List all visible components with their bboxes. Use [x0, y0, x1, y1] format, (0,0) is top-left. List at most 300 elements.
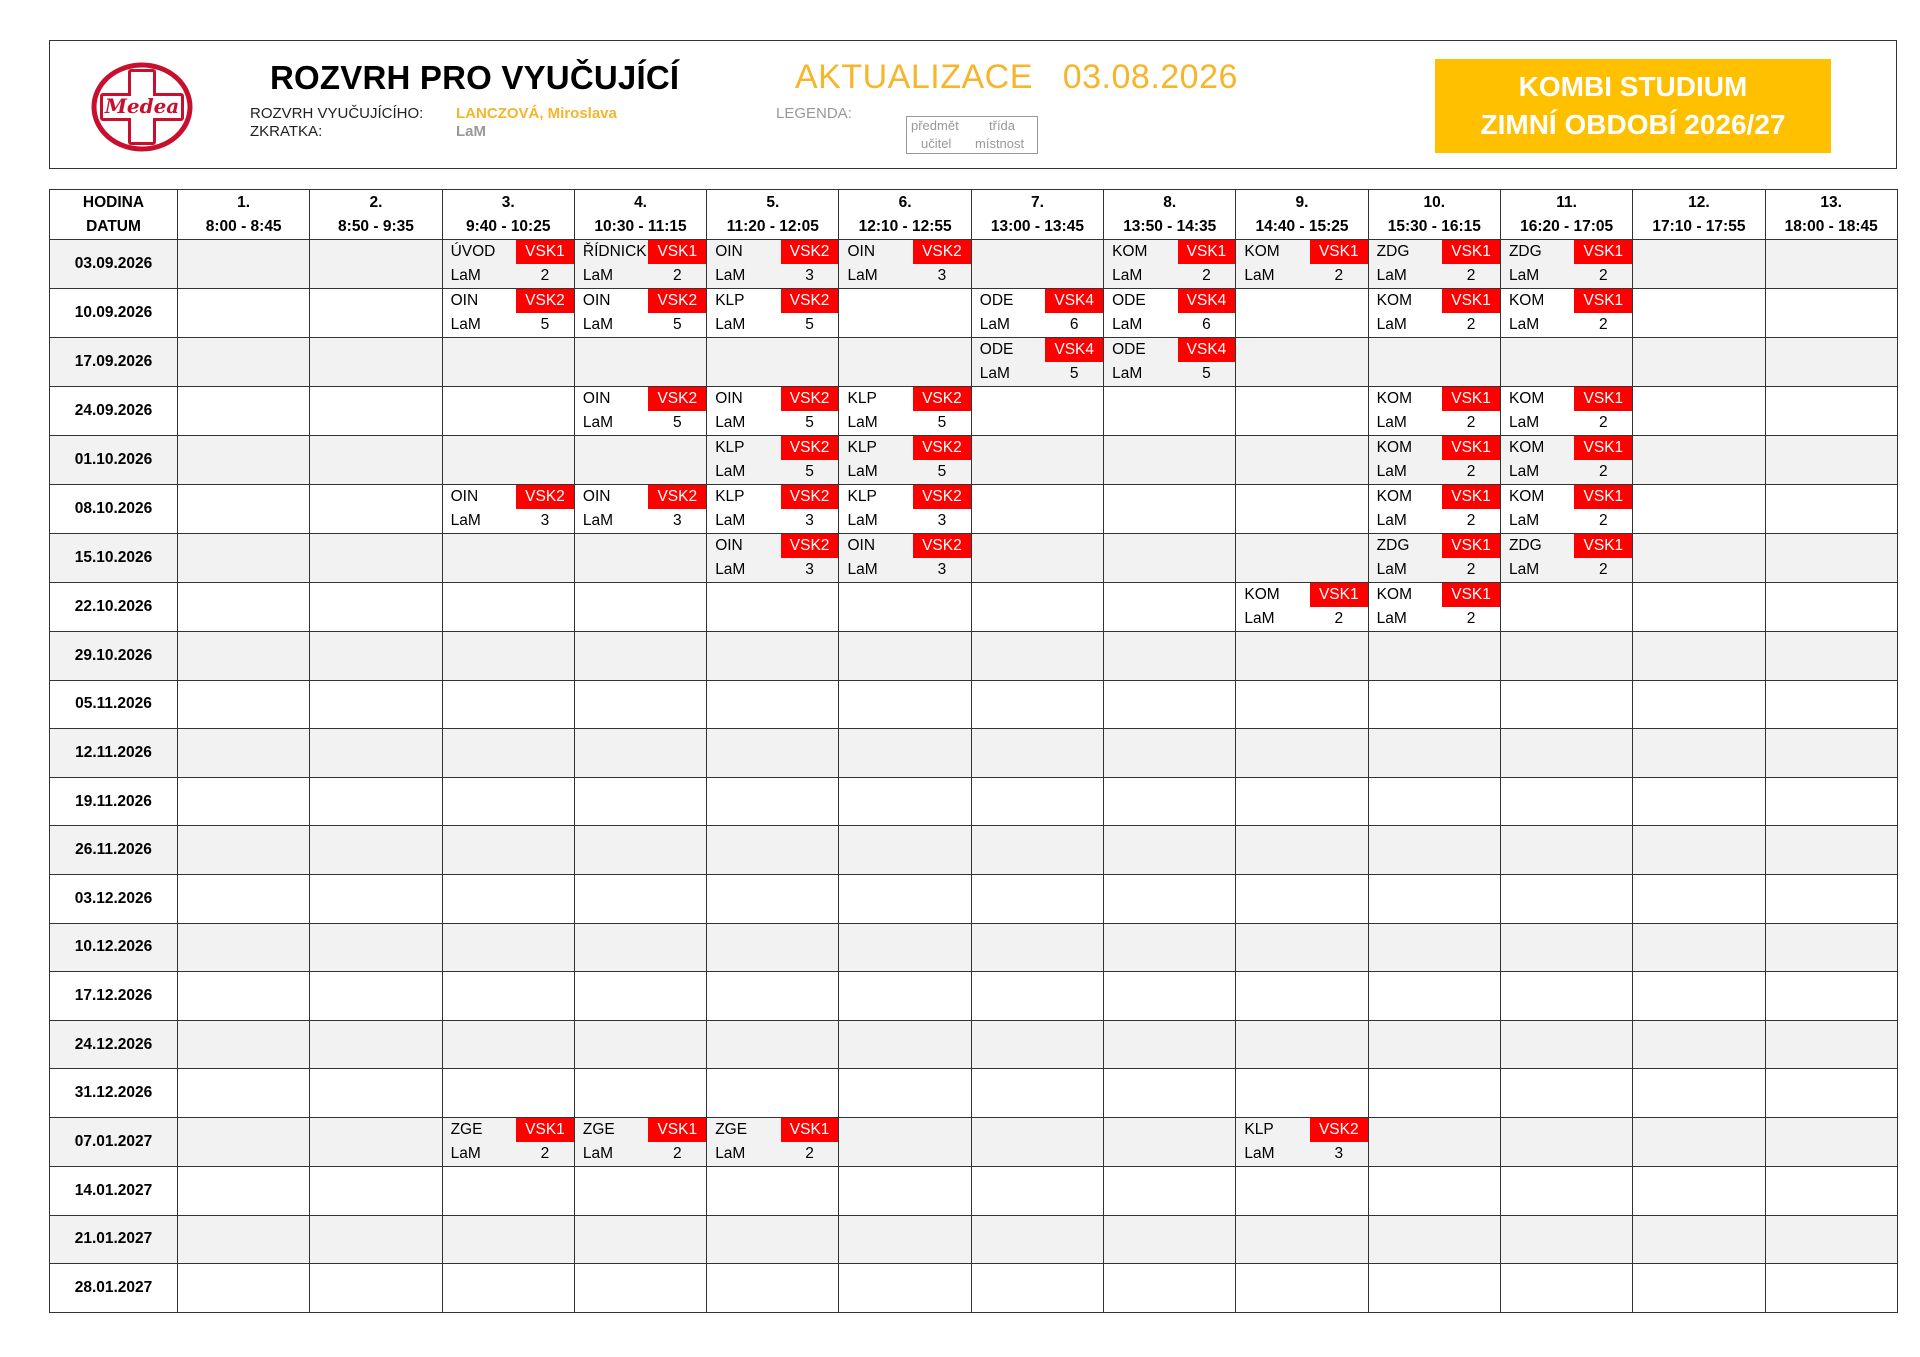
lesson[interactable] — [1369, 485, 1500, 533]
slot-cell[interactable] — [1633, 387, 1765, 436]
slot-cell[interactable] — [442, 289, 574, 338]
slot-cell[interactable] — [1633, 436, 1765, 485]
slot-cell[interactable] — [310, 632, 442, 681]
slot-cell[interactable] — [1765, 485, 1897, 534]
slot-cell[interactable] — [1633, 1117, 1765, 1166]
slot-cell[interactable] — [310, 972, 442, 1021]
slot-cell[interactable] — [1104, 1166, 1236, 1215]
slot-cell[interactable] — [1236, 680, 1368, 729]
slot-cell[interactable] — [1500, 972, 1632, 1021]
lesson[interactable] — [839, 534, 970, 582]
lesson[interactable] — [575, 240, 706, 288]
slot-cell[interactable] — [178, 485, 310, 534]
slot-cell[interactable] — [1500, 583, 1632, 632]
slot-cell[interactable] — [1633, 729, 1765, 778]
slot-cell[interactable] — [839, 289, 971, 338]
slot-cell[interactable] — [1104, 1020, 1236, 1069]
slot-cell[interactable] — [1104, 534, 1236, 583]
slot-cell[interactable] — [1236, 777, 1368, 826]
slot-cell[interactable] — [971, 240, 1103, 289]
lesson[interactable] — [839, 436, 970, 484]
slot-cell[interactable] — [574, 1166, 706, 1215]
slot-cell[interactable] — [839, 1117, 971, 1166]
slot-cell[interactable] — [178, 338, 310, 387]
lesson[interactable] — [1501, 289, 1632, 337]
slot-cell[interactable] — [310, 923, 442, 972]
lesson[interactable] — [707, 436, 838, 484]
slot-cell[interactable] — [971, 485, 1103, 534]
slot-cell[interactable] — [971, 729, 1103, 778]
slot-cell[interactable] — [1236, 289, 1368, 338]
slot-cell[interactable] — [574, 289, 706, 338]
slot-cell[interactable] — [1633, 338, 1765, 387]
lesson[interactable] — [1236, 583, 1367, 631]
slot-cell[interactable] — [1368, 777, 1500, 826]
slot-cell[interactable] — [1500, 1264, 1632, 1313]
slot-cell[interactable] — [1236, 1264, 1368, 1313]
slot-cell[interactable] — [707, 1264, 839, 1313]
slot-cell[interactable] — [574, 240, 706, 289]
slot-cell[interactable] — [839, 1020, 971, 1069]
slot-cell[interactable] — [1104, 632, 1236, 681]
slot-cell[interactable] — [839, 1264, 971, 1313]
slot-cell[interactable] — [1765, 240, 1897, 289]
slot-cell[interactable] — [971, 680, 1103, 729]
slot-cell[interactable] — [1500, 1215, 1632, 1264]
slot-cell[interactable] — [707, 874, 839, 923]
lesson[interactable] — [575, 1118, 706, 1166]
slot-cell[interactable] — [707, 485, 839, 534]
slot-cell[interactable] — [707, 1117, 839, 1166]
slot-cell[interactable] — [1368, 729, 1500, 778]
lesson[interactable] — [1236, 240, 1367, 288]
slot-cell[interactable] — [178, 874, 310, 923]
slot-cell[interactable] — [1500, 1020, 1632, 1069]
slot-cell[interactable] — [1765, 583, 1897, 632]
slot-cell[interactable] — [1500, 485, 1632, 534]
slot-cell[interactable] — [1104, 874, 1236, 923]
slot-cell[interactable] — [1633, 1264, 1765, 1313]
slot-cell[interactable] — [1633, 1069, 1765, 1118]
slot-cell[interactable] — [971, 874, 1103, 923]
slot-cell[interactable] — [1500, 338, 1632, 387]
slot-cell[interactable] — [310, 777, 442, 826]
slot-cell[interactable] — [178, 923, 310, 972]
slot-cell[interactable] — [1236, 1020, 1368, 1069]
slot-cell[interactable] — [310, 534, 442, 583]
slot-cell[interactable] — [1633, 583, 1765, 632]
slot-cell[interactable] — [1500, 289, 1632, 338]
slot-cell[interactable] — [1368, 1166, 1500, 1215]
slot-cell[interactable] — [442, 972, 574, 1021]
slot-cell[interactable] — [1104, 777, 1236, 826]
slot-cell[interactable] — [1765, 1166, 1897, 1215]
slot-cell[interactable] — [442, 338, 574, 387]
slot-cell[interactable] — [1236, 972, 1368, 1021]
lesson[interactable] — [972, 338, 1103, 386]
slot-cell[interactable] — [1368, 485, 1500, 534]
lesson[interactable] — [1369, 436, 1500, 484]
slot-cell[interactable] — [442, 387, 574, 436]
slot-cell[interactable] — [1368, 387, 1500, 436]
slot-cell[interactable] — [1765, 387, 1897, 436]
slot-cell[interactable] — [1236, 632, 1368, 681]
slot-cell[interactable] — [1104, 1215, 1236, 1264]
slot-cell[interactable] — [442, 1264, 574, 1313]
slot-cell[interactable] — [971, 1166, 1103, 1215]
slot-cell[interactable] — [1104, 826, 1236, 875]
slot-cell[interactable] — [1500, 240, 1632, 289]
slot-cell[interactable] — [1368, 1215, 1500, 1264]
slot-cell[interactable] — [1368, 826, 1500, 875]
lesson[interactable] — [575, 289, 706, 337]
lesson[interactable] — [575, 485, 706, 533]
slot-cell[interactable] — [707, 1166, 839, 1215]
slot-cell[interactable] — [1104, 289, 1236, 338]
slot-cell[interactable] — [310, 874, 442, 923]
slot-cell[interactable] — [1500, 826, 1632, 875]
slot-cell[interactable] — [310, 1117, 442, 1166]
lesson[interactable] — [707, 534, 838, 582]
slot-cell[interactable] — [1765, 1215, 1897, 1264]
slot-cell[interactable] — [839, 485, 971, 534]
slot-cell[interactable] — [574, 729, 706, 778]
slot-cell[interactable] — [574, 485, 706, 534]
slot-cell[interactable] — [1236, 338, 1368, 387]
slot-cell[interactable] — [1765, 972, 1897, 1021]
slot-cell[interactable] — [1236, 387, 1368, 436]
slot-cell[interactable] — [1500, 680, 1632, 729]
slot-cell[interactable] — [707, 1020, 839, 1069]
slot-cell[interactable] — [707, 729, 839, 778]
slot-cell[interactable] — [839, 680, 971, 729]
slot-cell[interactable] — [839, 923, 971, 972]
slot-cell[interactable] — [971, 338, 1103, 387]
slot-cell[interactable] — [1104, 1264, 1236, 1313]
lesson[interactable] — [1104, 338, 1235, 386]
slot-cell[interactable] — [971, 1117, 1103, 1166]
slot-cell[interactable] — [707, 632, 839, 681]
slot-cell[interactable] — [1633, 923, 1765, 972]
slot-cell[interactable] — [1633, 972, 1765, 1021]
slot-cell[interactable] — [971, 1215, 1103, 1264]
slot-cell[interactable] — [1633, 289, 1765, 338]
slot-cell[interactable] — [839, 826, 971, 875]
slot-cell[interactable] — [1765, 1020, 1897, 1069]
slot-cell[interactable] — [442, 1069, 574, 1118]
lesson[interactable] — [1501, 436, 1632, 484]
slot-cell[interactable] — [839, 972, 971, 1021]
slot-cell[interactable] — [1765, 289, 1897, 338]
slot-cell[interactable] — [971, 632, 1103, 681]
slot-cell[interactable] — [1368, 1117, 1500, 1166]
slot-cell[interactable] — [1236, 583, 1368, 632]
lesson[interactable] — [972, 289, 1103, 337]
slot-cell[interactable] — [707, 240, 839, 289]
slot-cell[interactable] — [1500, 436, 1632, 485]
slot-cell[interactable] — [1104, 387, 1236, 436]
slot-cell[interactable] — [1368, 874, 1500, 923]
slot-cell[interactable] — [1633, 534, 1765, 583]
slot-cell[interactable] — [574, 874, 706, 923]
slot-cell[interactable] — [178, 1069, 310, 1118]
slot-cell[interactable] — [1104, 583, 1236, 632]
lesson[interactable] — [839, 485, 970, 533]
slot-cell[interactable] — [839, 240, 971, 289]
slot-cell[interactable] — [1236, 826, 1368, 875]
slot-cell[interactable] — [178, 289, 310, 338]
slot-cell[interactable] — [1765, 632, 1897, 681]
slot-cell[interactable] — [1236, 436, 1368, 485]
slot-cell[interactable] — [1368, 436, 1500, 485]
slot-cell[interactable] — [178, 240, 310, 289]
lesson[interactable] — [1501, 534, 1632, 582]
slot-cell[interactable] — [442, 1117, 574, 1166]
slot-cell[interactable] — [707, 289, 839, 338]
slot-cell[interactable] — [178, 1264, 310, 1313]
slot-cell[interactable] — [178, 632, 310, 681]
slot-cell[interactable] — [839, 1069, 971, 1118]
slot-cell[interactable] — [971, 436, 1103, 485]
lesson[interactable] — [443, 240, 574, 288]
slot-cell[interactable] — [1236, 1117, 1368, 1166]
slot-cell[interactable] — [1368, 289, 1500, 338]
slot-cell[interactable] — [310, 338, 442, 387]
slot-cell[interactable] — [707, 777, 839, 826]
slot-cell[interactable] — [442, 240, 574, 289]
slot-cell[interactable] — [1236, 1215, 1368, 1264]
slot-cell[interactable] — [971, 1264, 1103, 1313]
slot-cell[interactable] — [1633, 485, 1765, 534]
slot-cell[interactable] — [707, 972, 839, 1021]
lesson[interactable] — [707, 1118, 838, 1166]
slot-cell[interactable] — [1104, 680, 1236, 729]
slot-cell[interactable] — [1500, 534, 1632, 583]
slot-cell[interactable] — [1236, 1069, 1368, 1118]
slot-cell[interactable] — [707, 387, 839, 436]
slot-cell[interactable] — [1368, 534, 1500, 583]
slot-cell[interactable] — [839, 632, 971, 681]
slot-cell[interactable] — [1633, 777, 1765, 826]
slot-cell[interactable] — [1500, 387, 1632, 436]
slot-cell[interactable] — [574, 583, 706, 632]
slot-cell[interactable] — [1765, 1264, 1897, 1313]
slot-cell[interactable] — [1104, 436, 1236, 485]
slot-cell[interactable] — [178, 436, 310, 485]
slot-cell[interactable] — [574, 436, 706, 485]
slot-cell[interactable] — [1500, 1069, 1632, 1118]
slot-cell[interactable] — [839, 777, 971, 826]
slot-cell[interactable] — [1236, 923, 1368, 972]
slot-cell[interactable] — [707, 826, 839, 875]
lesson[interactable] — [443, 485, 574, 533]
slot-cell[interactable] — [707, 1215, 839, 1264]
slot-cell[interactable] — [178, 1215, 310, 1264]
slot-cell[interactable] — [1765, 436, 1897, 485]
lesson[interactable] — [1501, 240, 1632, 288]
slot-cell[interactable] — [574, 1215, 706, 1264]
slot-cell[interactable] — [839, 387, 971, 436]
lesson[interactable] — [1369, 289, 1500, 337]
slot-cell[interactable] — [1368, 583, 1500, 632]
lesson[interactable] — [1104, 289, 1235, 337]
lesson[interactable] — [707, 387, 838, 435]
slot-cell[interactable] — [1368, 680, 1500, 729]
slot-cell[interactable] — [442, 1215, 574, 1264]
slot-cell[interactable] — [442, 777, 574, 826]
slot-cell[interactable] — [839, 436, 971, 485]
slot-cell[interactable] — [1368, 1069, 1500, 1118]
slot-cell[interactable] — [1500, 632, 1632, 681]
slot-cell[interactable] — [1633, 874, 1765, 923]
slot-cell[interactable] — [1500, 729, 1632, 778]
slot-cell[interactable] — [971, 923, 1103, 972]
slot-cell[interactable] — [971, 826, 1103, 875]
slot-cell[interactable] — [574, 777, 706, 826]
lesson[interactable] — [707, 485, 838, 533]
slot-cell[interactable] — [839, 583, 971, 632]
slot-cell[interactable] — [574, 1264, 706, 1313]
slot-cell[interactable] — [574, 1069, 706, 1118]
slot-cell[interactable] — [1765, 680, 1897, 729]
slot-cell[interactable] — [310, 240, 442, 289]
lesson[interactable] — [1501, 387, 1632, 435]
slot-cell[interactable] — [1765, 534, 1897, 583]
slot-cell[interactable] — [574, 1117, 706, 1166]
slot-cell[interactable] — [839, 338, 971, 387]
slot-cell[interactable] — [1500, 1166, 1632, 1215]
slot-cell[interactable] — [310, 436, 442, 485]
slot-cell[interactable] — [1104, 972, 1236, 1021]
slot-cell[interactable] — [178, 1166, 310, 1215]
slot-cell[interactable] — [310, 1215, 442, 1264]
lesson[interactable] — [1369, 534, 1500, 582]
slot-cell[interactable] — [178, 777, 310, 826]
slot-cell[interactable] — [574, 387, 706, 436]
slot-cell[interactable] — [310, 1020, 442, 1069]
slot-cell[interactable] — [310, 387, 442, 436]
slot-cell[interactable] — [1633, 632, 1765, 681]
slot-cell[interactable] — [1236, 240, 1368, 289]
slot-cell[interactable] — [971, 534, 1103, 583]
slot-cell[interactable] — [839, 1215, 971, 1264]
slot-cell[interactable] — [707, 923, 839, 972]
slot-cell[interactable] — [1633, 240, 1765, 289]
slot-cell[interactable] — [310, 1166, 442, 1215]
slot-cell[interactable] — [971, 1020, 1103, 1069]
slot-cell[interactable] — [971, 1069, 1103, 1118]
lesson[interactable] — [1104, 240, 1235, 288]
slot-cell[interactable] — [1765, 1117, 1897, 1166]
slot-cell[interactable] — [1104, 240, 1236, 289]
slot-cell[interactable] — [1368, 923, 1500, 972]
slot-cell[interactable] — [971, 972, 1103, 1021]
slot-cell[interactable] — [707, 338, 839, 387]
slot-cell[interactable] — [1104, 1117, 1236, 1166]
slot-cell[interactable] — [707, 680, 839, 729]
slot-cell[interactable] — [442, 729, 574, 778]
slot-cell[interactable] — [707, 436, 839, 485]
slot-cell[interactable] — [574, 632, 706, 681]
slot-cell[interactable] — [1104, 923, 1236, 972]
lesson[interactable] — [839, 240, 970, 288]
slot-cell[interactable] — [310, 485, 442, 534]
slot-cell[interactable] — [574, 680, 706, 729]
slot-cell[interactable] — [707, 534, 839, 583]
slot-cell[interactable] — [442, 874, 574, 923]
slot-cell[interactable] — [1236, 729, 1368, 778]
slot-cell[interactable] — [1368, 632, 1500, 681]
slot-cell[interactable] — [971, 583, 1103, 632]
slot-cell[interactable] — [574, 338, 706, 387]
slot-cell[interactable] — [1500, 1117, 1632, 1166]
slot-cell[interactable] — [1104, 485, 1236, 534]
lesson[interactable] — [575, 387, 706, 435]
lesson[interactable] — [1236, 1118, 1367, 1166]
slot-cell[interactable] — [574, 972, 706, 1021]
slot-cell[interactable] — [1633, 1020, 1765, 1069]
slot-cell[interactable] — [178, 1020, 310, 1069]
lesson[interactable] — [1501, 485, 1632, 533]
slot-cell[interactable] — [1765, 826, 1897, 875]
slot-cell[interactable] — [839, 729, 971, 778]
slot-cell[interactable] — [310, 729, 442, 778]
lesson[interactable] — [707, 289, 838, 337]
slot-cell[interactable] — [707, 1069, 839, 1118]
slot-cell[interactable] — [1765, 1069, 1897, 1118]
slot-cell[interactable] — [310, 826, 442, 875]
slot-cell[interactable] — [310, 1264, 442, 1313]
slot-cell[interactable] — [310, 680, 442, 729]
slot-cell[interactable] — [442, 680, 574, 729]
slot-cell[interactable] — [178, 972, 310, 1021]
lesson[interactable] — [1369, 583, 1500, 631]
slot-cell[interactable] — [574, 1020, 706, 1069]
slot-cell[interactable] — [178, 387, 310, 436]
slot-cell[interactable] — [574, 534, 706, 583]
slot-cell[interactable] — [839, 874, 971, 923]
slot-cell[interactable] — [442, 1020, 574, 1069]
slot-cell[interactable] — [574, 826, 706, 875]
slot-cell[interactable] — [1368, 1264, 1500, 1313]
slot-cell[interactable] — [1500, 777, 1632, 826]
slot-cell[interactable] — [1765, 874, 1897, 923]
lesson[interactable] — [839, 387, 970, 435]
slot-cell[interactable] — [839, 534, 971, 583]
slot-cell[interactable] — [1368, 338, 1500, 387]
slot-cell[interactable] — [1765, 729, 1897, 778]
slot-cell[interactable] — [1765, 923, 1897, 972]
slot-cell[interactable] — [178, 826, 310, 875]
slot-cell[interactable] — [442, 923, 574, 972]
slot-cell[interactable] — [442, 485, 574, 534]
slot-cell[interactable] — [1368, 1020, 1500, 1069]
lesson[interactable] — [443, 289, 574, 337]
slot-cell[interactable] — [971, 387, 1103, 436]
slot-cell[interactable] — [442, 436, 574, 485]
slot-cell[interactable] — [310, 583, 442, 632]
slot-cell[interactable] — [310, 289, 442, 338]
slot-cell[interactable] — [442, 583, 574, 632]
slot-cell[interactable] — [178, 1117, 310, 1166]
slot-cell[interactable] — [1500, 874, 1632, 923]
slot-cell[interactable] — [178, 534, 310, 583]
slot-cell[interactable] — [442, 632, 574, 681]
slot-cell[interactable] — [574, 923, 706, 972]
slot-cell[interactable] — [1765, 777, 1897, 826]
slot-cell[interactable] — [1104, 1069, 1236, 1118]
slot-cell[interactable] — [1633, 1215, 1765, 1264]
